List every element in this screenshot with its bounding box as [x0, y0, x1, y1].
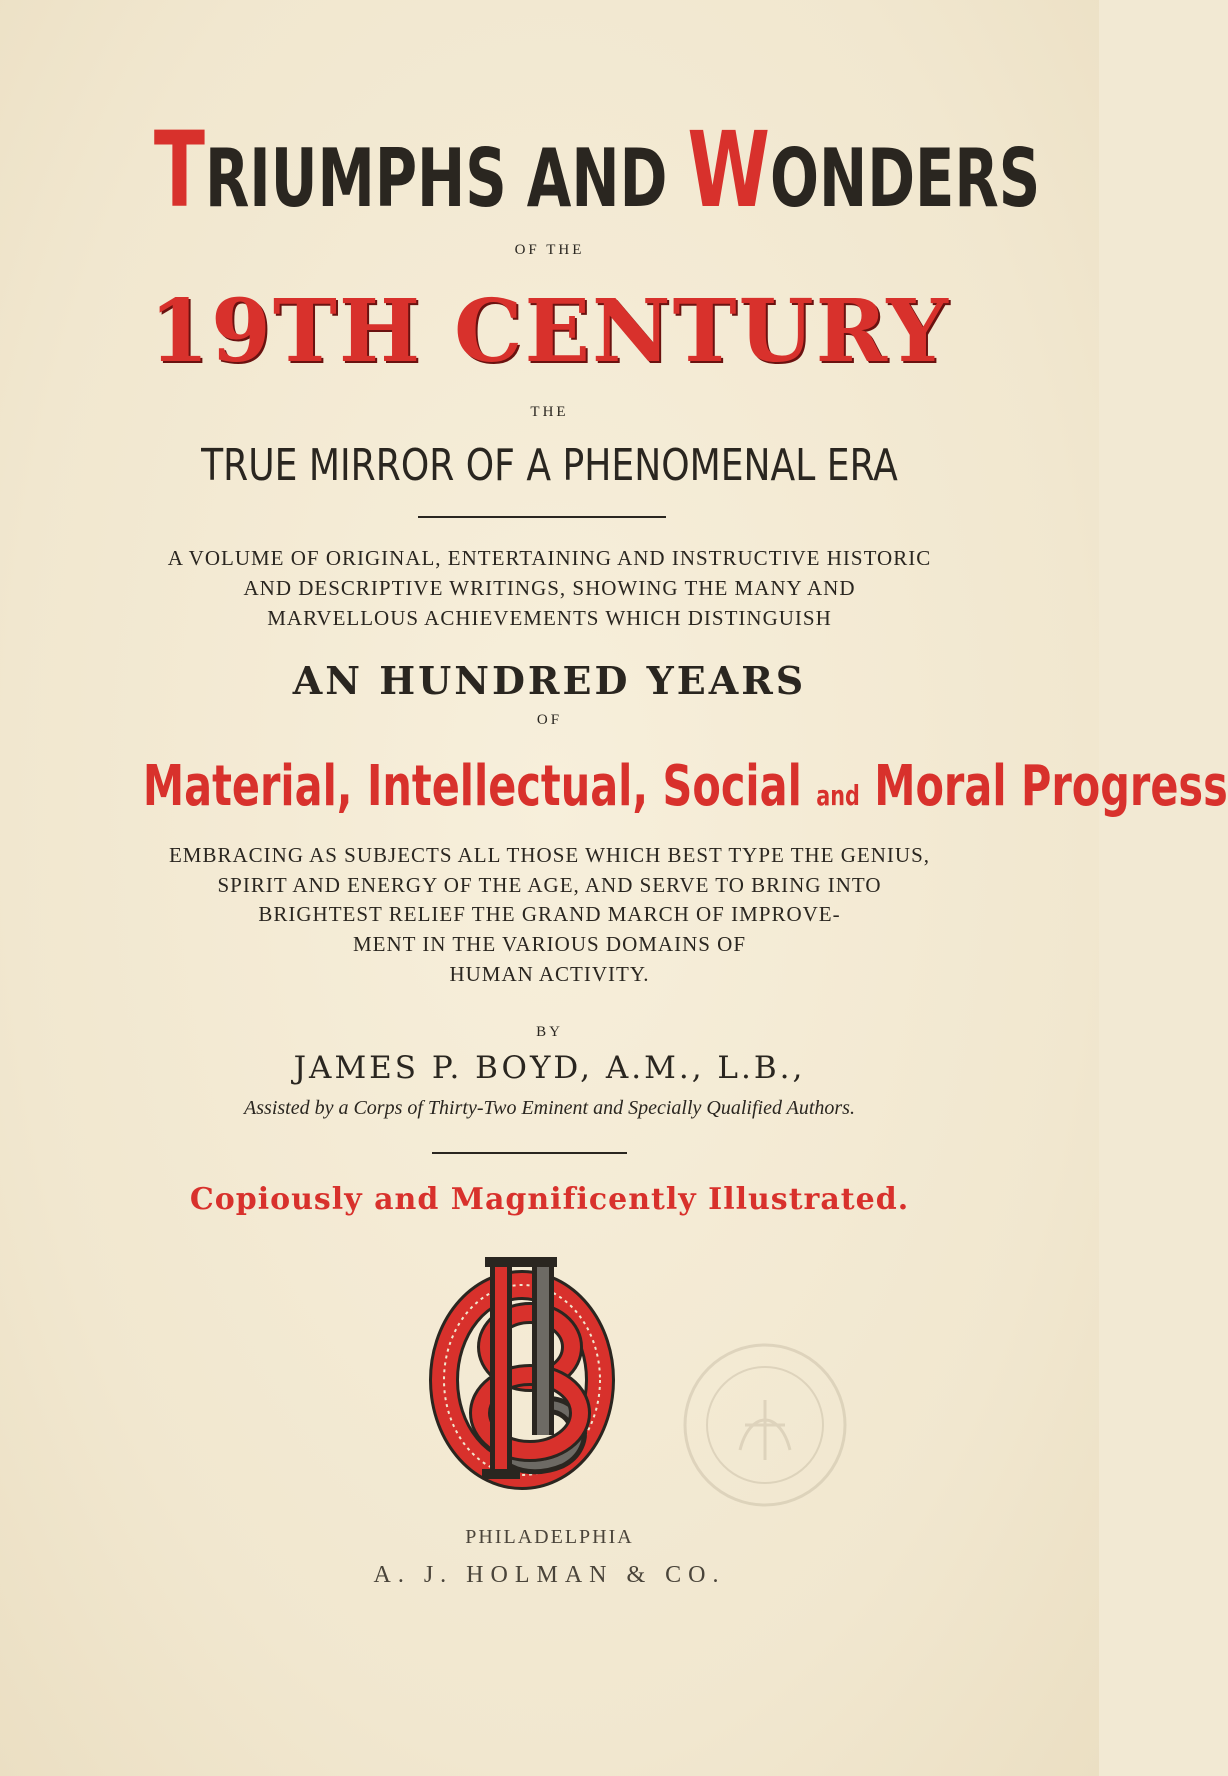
title-wonders: ONDERS — [770, 132, 1041, 225]
embracing-line-5: HUMAN ACTIVITY. — [449, 962, 650, 986]
title-initial-w: W — [687, 109, 771, 231]
publication-city: PHILADELPHIA — [465, 1526, 634, 1548]
year-monogram-icon — [430, 1255, 630, 1485]
embracing-line-1: EMBRACING AS SUBJECTS ALL THOSE WHICH BEST TYPE THE GENIUS, — [168, 843, 931, 867]
description-line-1: A VOLUME OF ORIGINAL, ENTERTAINING AND INSTRUCTIVE HISTORIC — [167, 546, 932, 570]
progress-text-after: Moral Progress — [859, 754, 1228, 819]
progress-heading — [142, 752, 1228, 831]
description-line-3: MARVELLOUS ACHIEVEMENTS WHICH DISTINGUISH — [267, 606, 832, 630]
title-triumphs-and: RIUMPHS AND — [204, 132, 688, 225]
publisher-name: A. J. HOLMAN & CO. — [373, 1562, 726, 1588]
description-line-2: AND DESCRIPTIVE WRITINGS, SHOWING THE MANY AND — [243, 576, 856, 600]
embracing-line-2: SPIRIT AND ENERGY OF THE AGE, AND SERVE TO BRING INTO — [217, 873, 882, 897]
century-heading: 19TH CENTURY — [149, 281, 950, 382]
main-title — [153, 109, 1041, 231]
divider-rule-top — [418, 516, 666, 518]
embracing-line-3: BRIGHTEST RELIEF THE GRAND MARCH OF IMPROVE- — [258, 902, 841, 926]
of-the-label: OF THE — [514, 242, 585, 258]
illustrated-line: Copiously and Magnificently Illustrated. — [189, 1182, 910, 1217]
library-stamp-seal — [680, 1340, 850, 1510]
hundred-years-heading: AN HUNDRED YEARS — [292, 658, 807, 703]
of-label: OF — [536, 712, 563, 728]
title-initial-t: T — [153, 109, 205, 231]
embracing-line-4: MENT IN THE VARIOUS DOMAINS OF — [352, 932, 747, 956]
the-label: THE — [530, 404, 569, 420]
author-name: JAMES P. BOYD, A.M., L.B., — [293, 1050, 806, 1086]
assisted-by-line: Assisted by a Corps of Thirty-Two Eminent and Specially Qualified Authors. — [244, 1097, 855, 1119]
by-label: BY — [536, 1024, 563, 1040]
divider-rule-bottom — [432, 1152, 627, 1154]
progress-text-before: Material, Intellectual, Social — [142, 754, 817, 819]
progress-text-and: and — [816, 779, 860, 812]
subtitle-mirror: TRUE MIRROR OF A PHENOMENAL ERA — [201, 440, 898, 491]
